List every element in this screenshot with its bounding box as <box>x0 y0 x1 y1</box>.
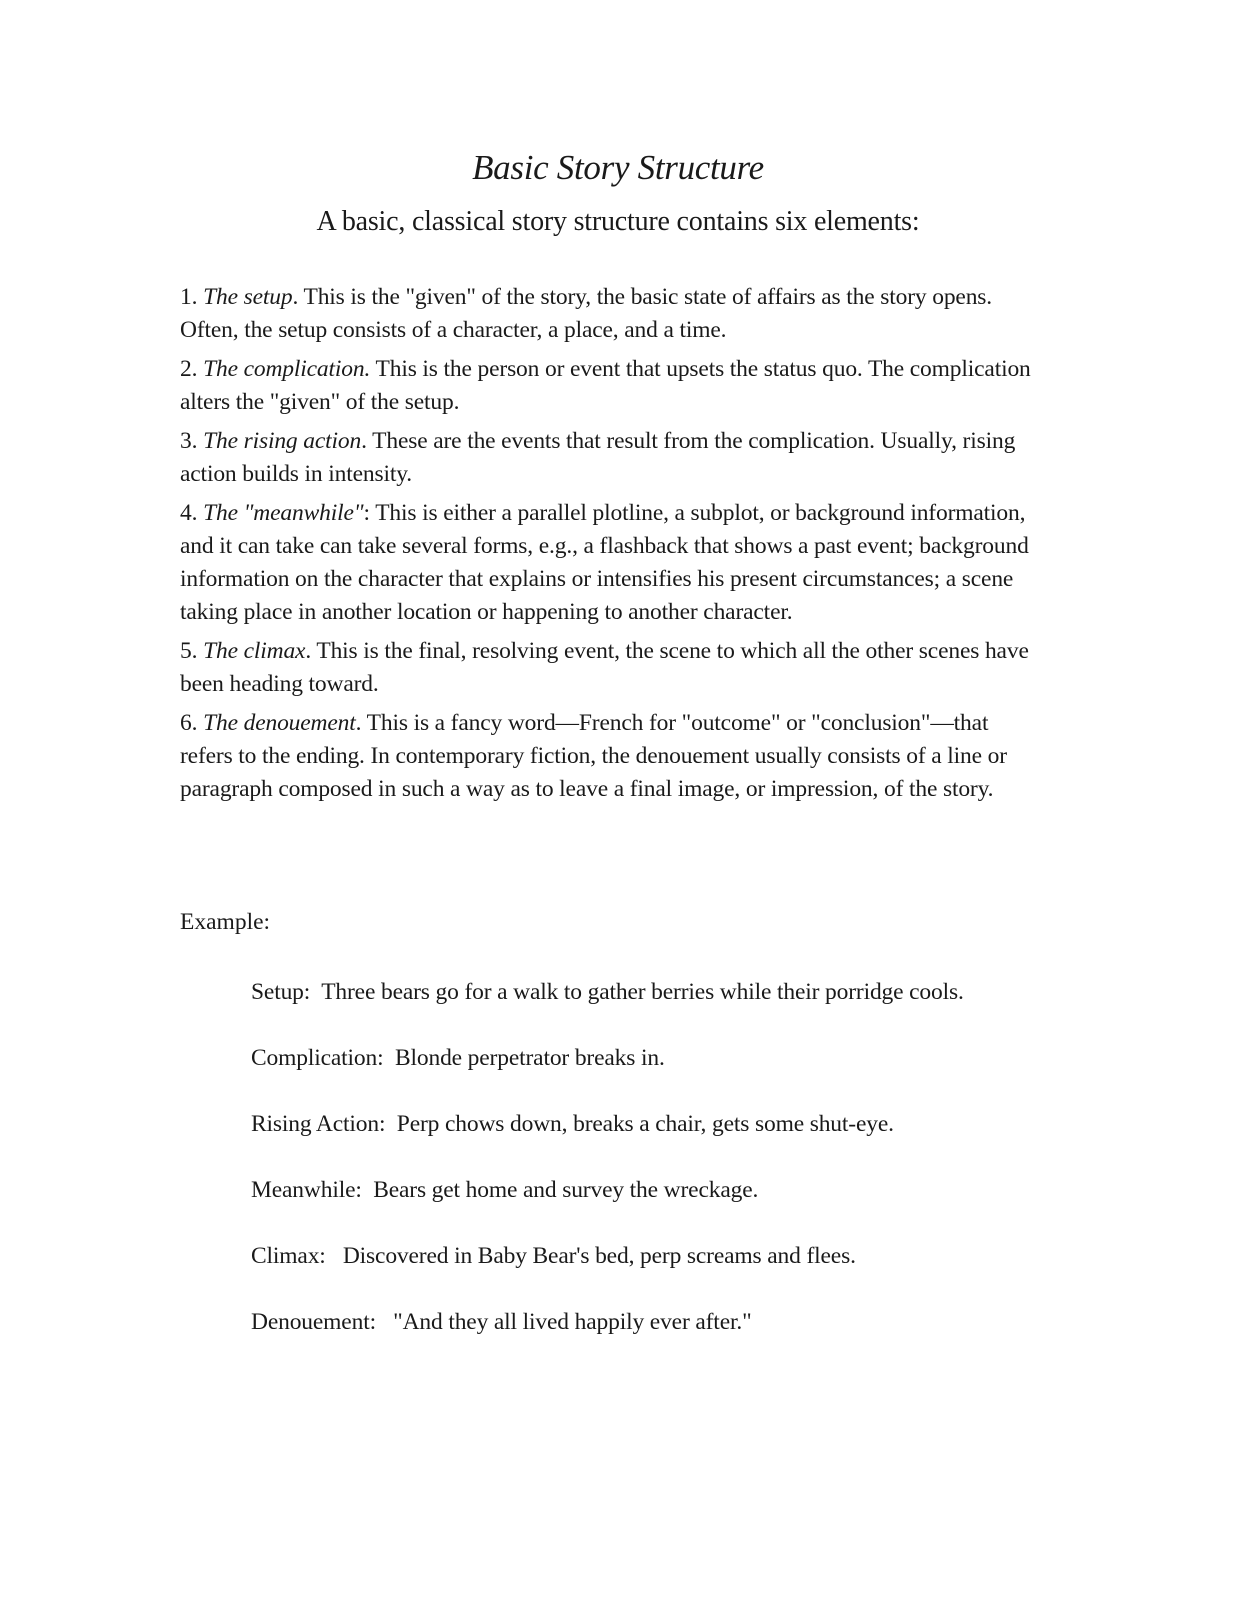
element-number: 1. <box>180 284 198 310</box>
element-term: The "meanwhile" <box>203 500 364 526</box>
element-term: The setup <box>203 284 293 310</box>
example-complication <box>251 1042 1041 1075</box>
example-text: Bears get home and survey the wreckage. <box>361 1177 759 1203</box>
example-label: Setup: <box>251 979 311 1005</box>
example-text: Discovered in Baby Bear's bed, perp screams and flees. <box>325 1243 856 1269</box>
example-label: Rising Action: <box>251 1111 386 1137</box>
element-number: 3. <box>180 428 204 454</box>
element-term: The rising action <box>203 428 362 454</box>
element-number: 6. <box>180 710 198 736</box>
element-number: 5. <box>180 638 198 664</box>
element-term-punct: . <box>355 710 362 736</box>
example-rising-action <box>251 1108 1041 1141</box>
story-element-complication <box>180 353 1040 419</box>
element-term-punct: : <box>363 500 370 526</box>
element-description: These are the events that result from the complication. Usually, rising action builds in intensity. <box>180 428 1016 487</box>
element-term: The climax <box>203 638 306 664</box>
example-climax <box>251 1240 1041 1273</box>
example-text: Three bears go for a walk to gather berries while their porridge cools. <box>310 979 964 1005</box>
element-description: This is the person or event that upsets the status quo. The complication alters the "given" of the setup. <box>180 356 1031 415</box>
example-text: Perp chows down, breaks a chair, gets some shut-eye. <box>385 1111 894 1137</box>
example-label: Denouement: <box>251 1309 376 1335</box>
element-number: 2. <box>180 356 198 382</box>
element-number: 4. <box>180 500 198 526</box>
element-term-punct: . <box>361 428 367 454</box>
example-meanwhile <box>251 1174 1041 1207</box>
example-label: Meanwhile: <box>251 1177 362 1203</box>
element-term: The denouement <box>203 710 356 736</box>
element-description: This is a fancy word—French for "outcome" or "conclusion"—that refers to the ending. In contemporary fiction, the denouement usually consists of a line or paragraph composed in such a way as to leave a final image, or impression, of the story. <box>180 710 1007 802</box>
example-label: Climax: <box>251 1243 326 1269</box>
example-heading: Example: <box>180 909 271 935</box>
element-term: The complication. <box>203 356 371 382</box>
document-title: Basic Story Structure <box>472 148 764 187</box>
example-denouement <box>251 1306 1041 1339</box>
example-label: Complication: <box>251 1045 384 1071</box>
example-text: Blonde perpetrator breaks in. <box>383 1045 665 1071</box>
element-description: This is the final, resolving event, the scene to which all the other scenes have been heading toward. <box>180 638 1029 697</box>
story-element-meanwhile <box>180 497 1040 629</box>
story-elements-list <box>180 281 1040 812</box>
element-term-punct: . <box>305 638 312 664</box>
element-term-punct: . <box>292 284 299 310</box>
story-element-rising-action <box>180 425 1040 491</box>
example-list <box>251 976 1041 1372</box>
example-setup <box>251 976 1041 1009</box>
element-description: This is either a parallel plotline, a subplot, or background information, and it can take can take several forms, e.g., a flashback that shows a past event; background information on the character that explains or intensifies his present circumstances; a scene taking place in another location or happening to another character. <box>180 500 1029 625</box>
story-element-setup <box>180 281 1040 347</box>
element-description: This is the "given" of the story, the basic state of affairs as the story opens. Often, the setup consists of a character, a place, and a time. <box>180 284 993 343</box>
example-text: "And they all lived happily ever after." <box>375 1309 752 1335</box>
story-element-denouement <box>180 707 1040 806</box>
story-element-climax <box>180 635 1040 701</box>
document-subtitle: A basic, classical story structure contains six elements: <box>316 206 920 237</box>
